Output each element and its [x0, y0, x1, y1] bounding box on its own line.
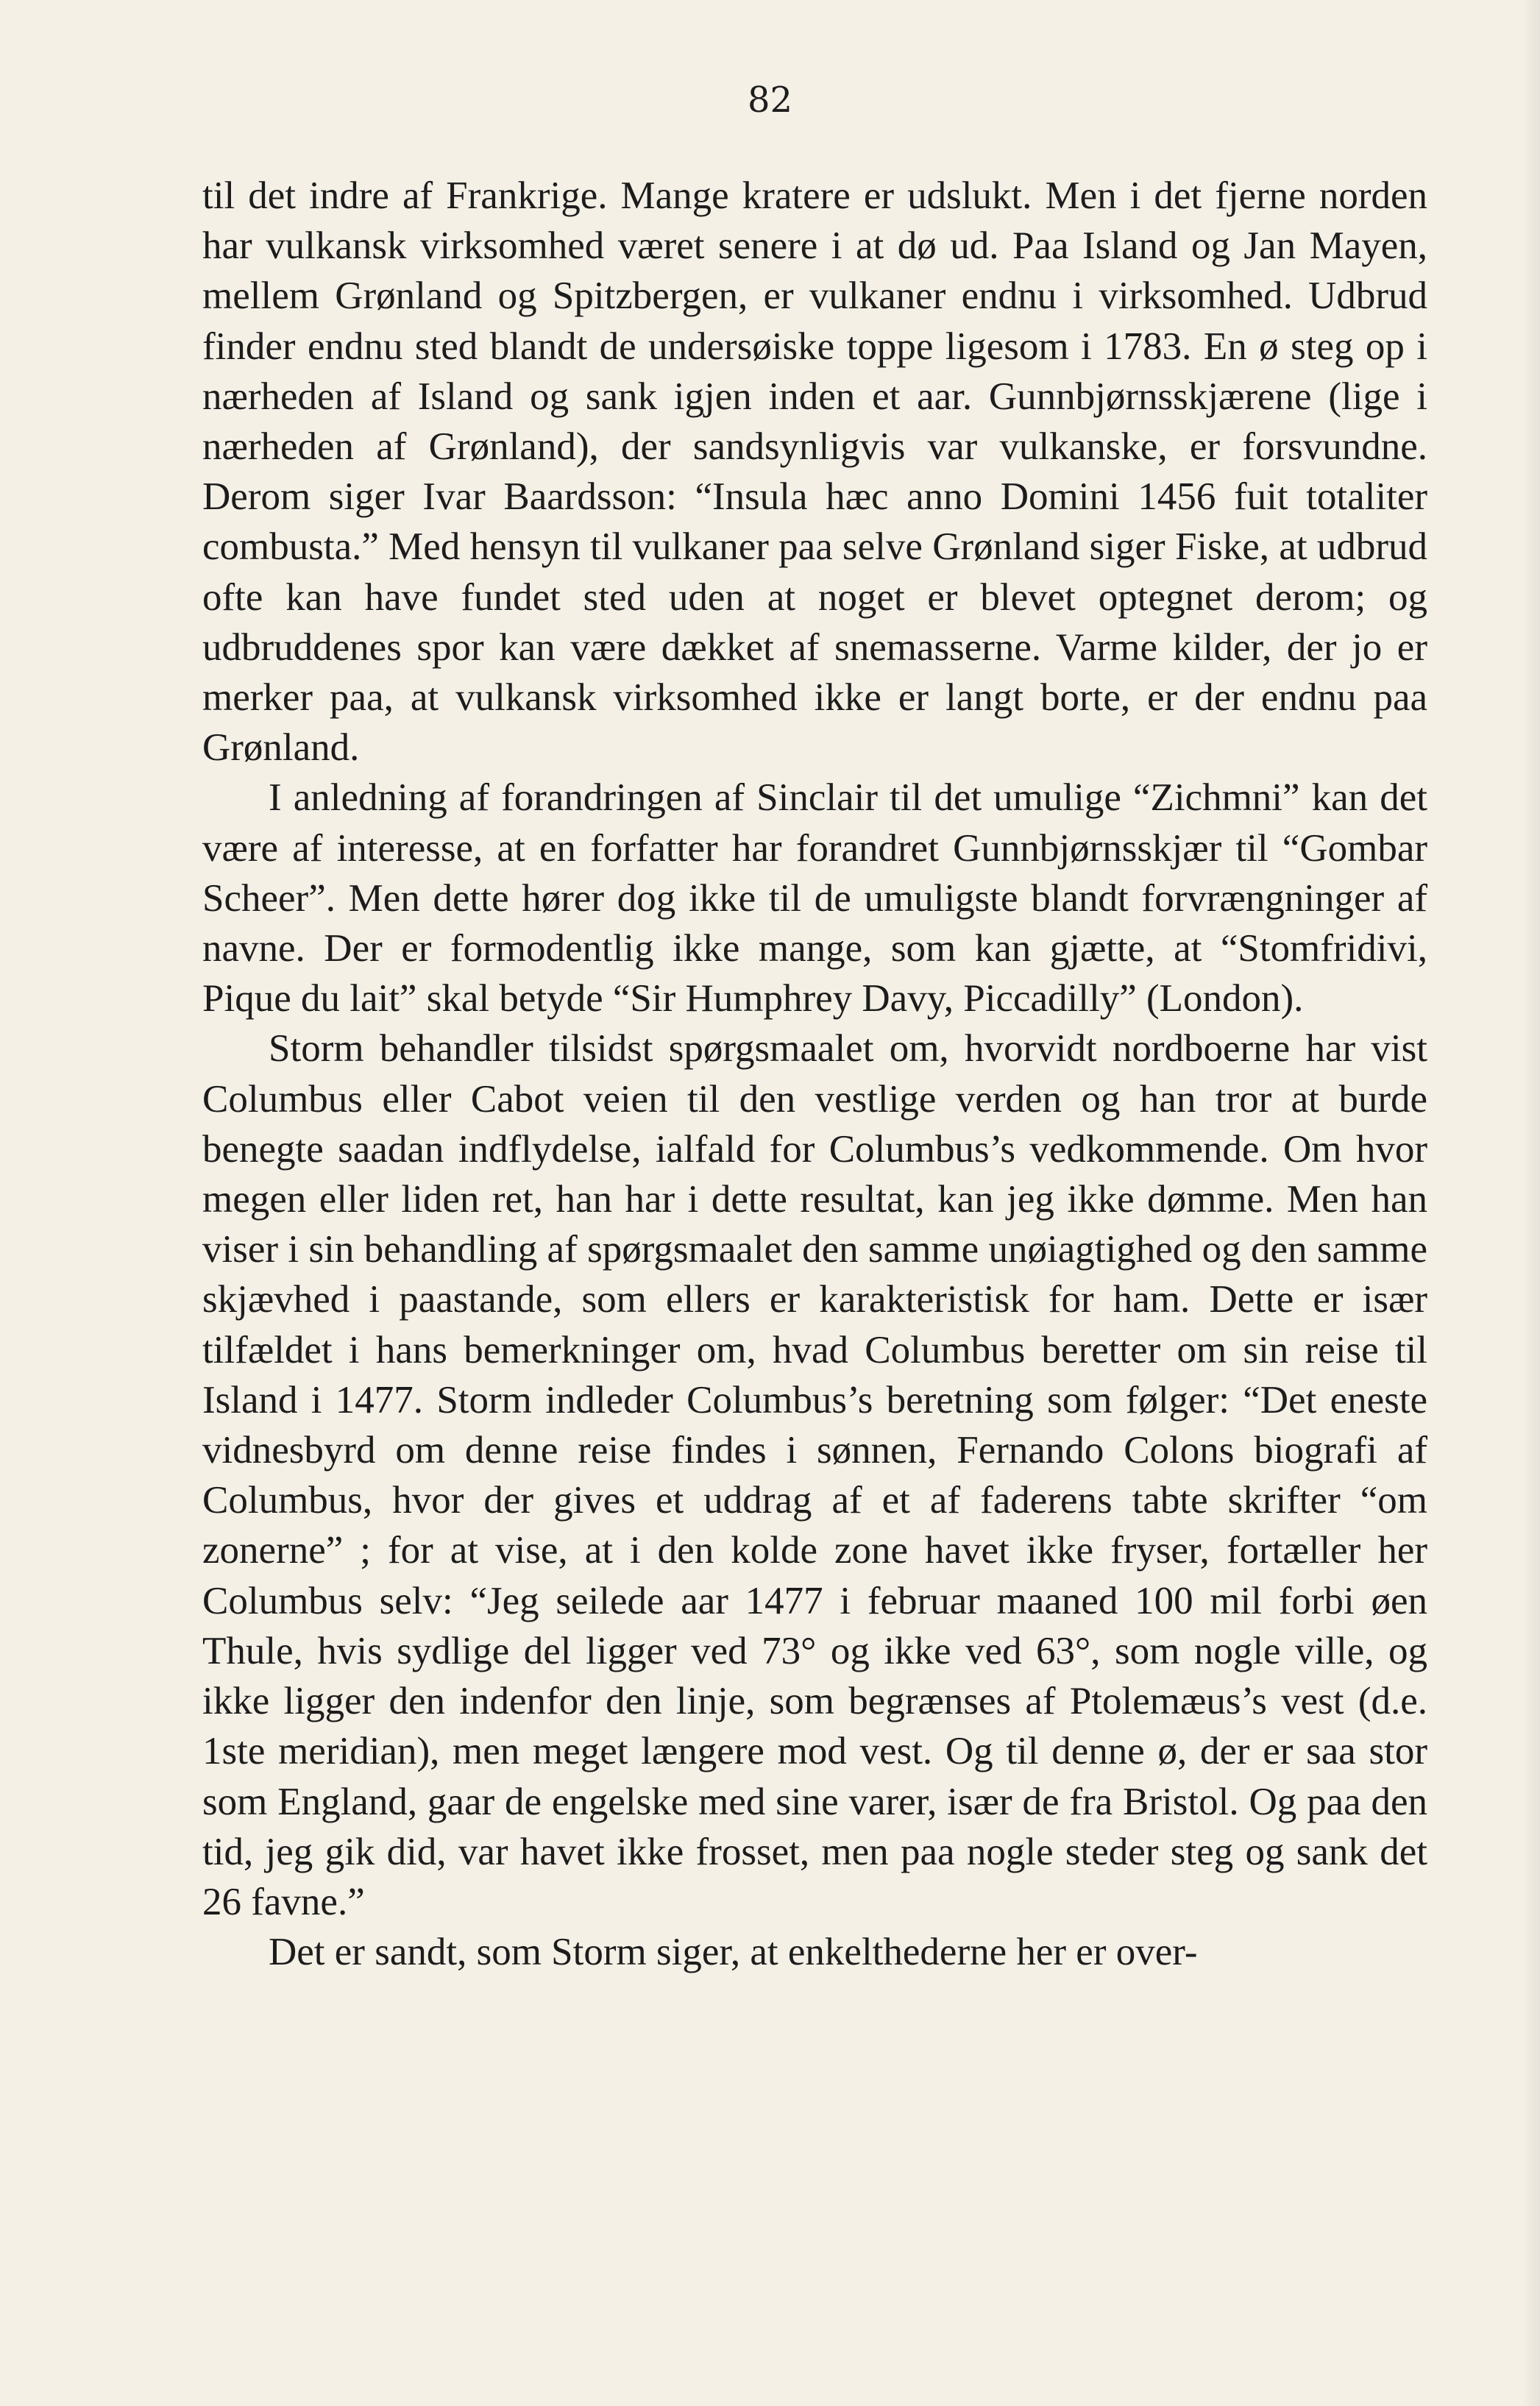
paragraph-3: Storm behandler tilsidst spørgsmaalet om, hvorvidt nordboerne har vist Columbus eller Cabot veien til den vestlige verden og han tror at burde benegte saadan indflydelse, ialfald for Columbus’s vedkommende. Om hvor megen eller liden ret, han har i dette resultat, kan jeg ikke dømme. Men han viser i sin behandling af spørgsmaalet den samme unøiagtighed og den samme skjævhed i paastande, som ellers er karakteristisk for ham. Dette er især tilfældet i hans bemerkninger om, hvad Columbus beretter om sin reise til Island i 1477. Storm indleder Columbus’s beretning som følger: “Det eneste vidnesbyrd om denne reise findes i sønnen, Fernando Colons biografi af Columbus, hvor der gives et uddrag af et af faderens tabte skrifter “om zonerne” ; for at vise, at i den kolde zone havet ikke fryser, fortæller her Columbus selv: “Jeg seilede aar 1477 i februar maaned 100 mil forbi øen Thule, hvis sydlige del ligger ved 73° og ikke ved 63°, som nogle ville, og ikke ligger den indenfor den linje, som begrænses af Ptolemæus’s vest (d.e. 1ste meridian), men meget længere mod vest. Og til denne ø, der er saa stor som England, gaar de engelske med sine varer, især de fra Bristol. Og paa den tid, jeg gik did, var havet ikke frosset, men paa nogle steder steg og sank det 26 favne.”	[202, 1027, 1427, 1923]
page-number: 82	[747, 79, 793, 121]
paragraph-4: Det er sandt, som Storm siger, at enkelthederne her er over-	[269, 1931, 1198, 1974]
body-text	[202, 171, 1427, 1977]
page-edge-shadow	[1522, 0, 1540, 2406]
paragraph-2: I anledning af forandringen af Sinclair til det umulige “Zichmni” kan det være af interesse, at en forfatter har forandret Gunnbjørnsskjær til “Gombar Scheer”. Men dette hører dog ikke til de umuligste blandt forvrængninger af navne. Der er formodentlig ikke mange, som kan gjætte, at “Stomfridivi, Pique du lait” skal betyde “Sir Humphrey Davy, Piccadilly” (London).	[202, 776, 1427, 1021]
paragraph-1: til det indre af Frankrige. Mange kratere er udslukt. Men i det fjerne norden har vulkansk virksomhed været senere i at dø ud. Paa Island og Jan Mayen, mellem Grønland og Spitzbergen, er vulkaner endnu i virksomhed. Udbrud finder endnu sted blandt de undersøiske toppe ligesom i 1783. En ø steg op i nærheden af Island og sank igjen inden et aar. Gunnbjørnsskjærene (lige i nærheden af Grønland), der sandsynligvis var vulkanske, er forsvundne. Derom siger Ivar Baardsson: “Insula hæc anno Domini 1456 fuit totaliter combusta.” Med hensyn til vulkaner paa selve Grønland siger Fiske, at udbrud ofte kan have fundet sted uden at noget er blevet optegnet derom; og udbruddenes spor kan være dækket af snemasserne. Varme kilder, der jo er merker paa, at vulkansk virksomhed ikke er langt borte, er der endnu paa Grønland.	[202, 174, 1427, 770]
